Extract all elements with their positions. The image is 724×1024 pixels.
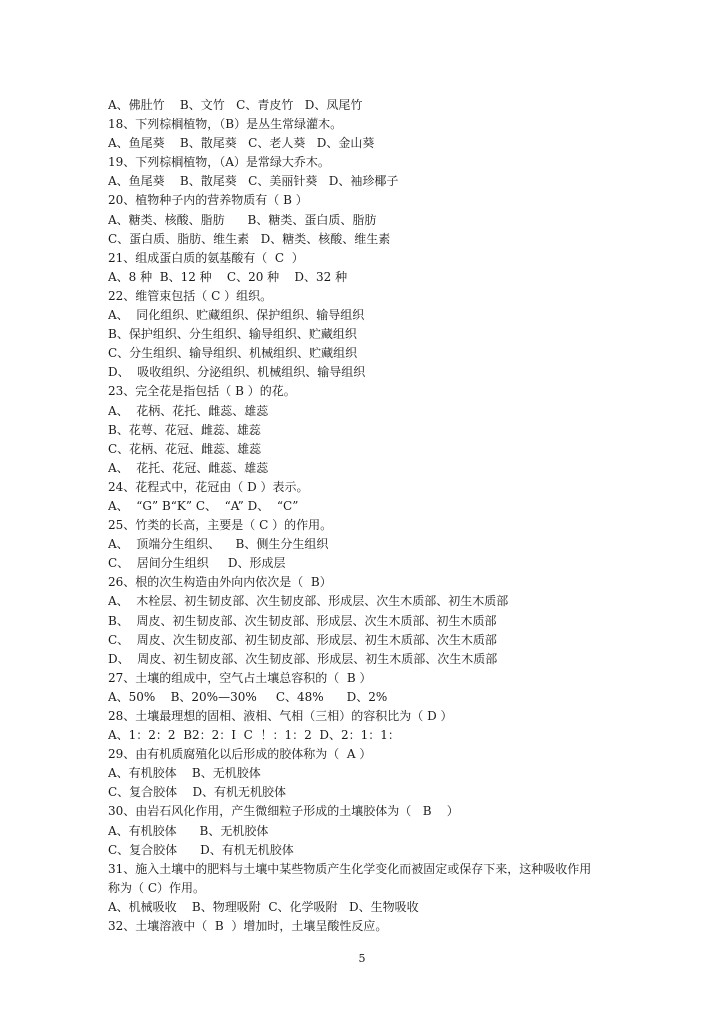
text-line: A、机械吸收 B、物理吸附 C、化学吸附 D、生物吸收	[108, 899, 419, 914]
text-line: 称为（ C）作用。	[108, 880, 205, 895]
text-line: D、 周皮、初生韧皮部、次生韧皮部、形成层、初生木质部、次生木质部	[108, 651, 498, 666]
page-number: 5	[358, 952, 366, 965]
text-line: A、 “G” B“K” C、 “A” D、 “C”	[108, 498, 299, 513]
text-line: C、花柄、花冠、雌蕊、雄蕊	[108, 441, 262, 456]
text-line: A、 花柄、花托、雌蕊、雄蕊	[108, 403, 269, 418]
text-line: 21、组成蛋白质的氨基酸有（ C ）	[108, 250, 304, 265]
text-line: A、佛肚竹 B、文竹 C、青皮竹 D、凤尾竹	[108, 98, 363, 112]
text-line: 29、由有机质腐殖化以后形成的胶体称为（ A ）	[108, 747, 372, 762]
text-line: 31、施入土壤中的肥料与土壤中某些物质产生化学变化而被固定或保存下来，这种吸收作用	[108, 861, 592, 876]
text-line: 19、下列棕榈植物，（A）是常绿大乔木。	[108, 155, 330, 170]
text-line: A、 木栓层、初生韧皮部、次生韧皮部、形成层、次生木质部、初生木质部	[108, 594, 509, 609]
text-line: A、1：2：2 B2：2：I C ！：1：2 D、2：1：1：	[108, 728, 400, 743]
text-line: 18、下列棕榈植物，（B）是丛生常绿灌木。	[108, 117, 343, 132]
text-line: 22、维管束包括（ C ）组织。	[108, 288, 273, 303]
text-line: A、 同化组织、贮藏组织、保护组织、输导组织	[108, 308, 365, 323]
text-line: B、花萼、花冠、雌蕊、雄蕊	[108, 422, 261, 437]
text-line: A、 顶端分生组织、 B、侧生分生组织	[108, 537, 329, 552]
text-line: D、 吸收组织、分泌组织、机械组织、输导组织	[108, 365, 366, 380]
text-line: 20、植物种子内的营养物质有（ B ）	[108, 193, 308, 208]
text-line: B、保护组织、分生组织、输导组织、贮藏组织	[108, 327, 357, 342]
text-line: C、 周皮、次生韧皮部、初生韧皮部、形成层、初生木质部、次生木质部	[108, 632, 497, 647]
text-line: 24、花程式中，花冠由（ D ）表示。	[108, 479, 309, 494]
text-line: 30、由岩石风化作用，产生微细粒子形成的土壤胶体为（ B ）	[108, 804, 459, 819]
text-line: A、鱼尾葵 B、散尾葵 C、老人葵 D、金山葵	[108, 136, 375, 151]
text-line: A、50% B、20%—30% C、48% D、2%	[108, 689, 388, 704]
text-line: B、 周皮、初生韧皮部、次生韧皮部、形成层、次生木质部、初生木质部	[108, 613, 497, 628]
text-line: 23、完全花是指包括（ B ）的花。	[108, 384, 296, 399]
text-line: A、 花托、花冠、雌蕊、雄蕊	[108, 460, 269, 475]
text-line: 28、土壤最理想的固相、液相、气相（三相）的容积比为（ D ）	[108, 709, 453, 723]
question-list	[108, 96, 648, 936]
text-line: A、有机胶体 B、无机胶体	[108, 823, 269, 838]
text-line: C、蛋白质、脂肪、维生素 D、糖类、核酸、维生素	[108, 231, 391, 246]
text-line: 27、土壤的组成中，空气占土壤总容积的（ B ）	[108, 670, 372, 685]
text-line: C、复合胶体 D、有机无机胶体	[108, 842, 294, 857]
text-line: 32、土壤溶液中（ B ）增加时，土壤呈酸性反应。	[108, 919, 388, 934]
text-line: C、分生组织、输导组织、机械组织、贮藏组织	[108, 346, 358, 361]
text-line: A、鱼尾葵 B、散尾葵 C、美丽针葵 D、袖珍椰子	[108, 174, 399, 189]
text-line: C、 居间分生组织 D、形成层	[108, 556, 286, 571]
text-line: A、8 种 B、12 种 C、20 种 D、32 种	[108, 269, 348, 284]
text-line: A、糖类、核酸、脂肪 B、糖类、蛋白质、脂肪	[108, 212, 377, 227]
text-line: 25、竹类的长高，主要是（ C ）的作用。	[108, 518, 333, 533]
text-line: 26、根的次生构造由外向内依次是（ B）	[108, 575, 332, 590]
text-line: C、复合胶体 D、有机无机胶体	[108, 785, 287, 800]
text-line: A、有机胶体 B、无机胶体	[108, 766, 261, 781]
